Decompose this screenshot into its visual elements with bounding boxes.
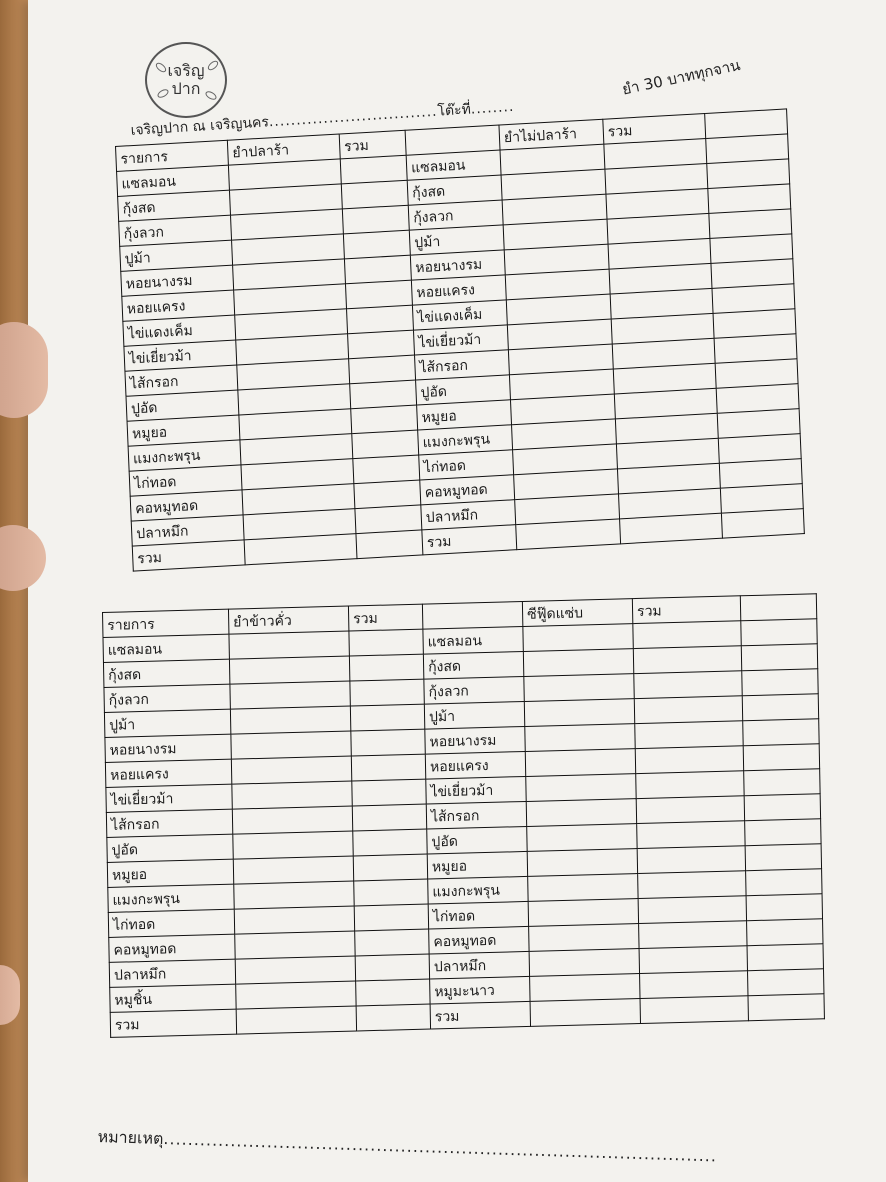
qty-cell[interactable] [523, 649, 633, 677]
blank-cell[interactable] [747, 919, 823, 946]
qty-cell[interactable] [529, 924, 639, 952]
total-cell[interactable] [356, 1004, 430, 1031]
total-cell[interactable] [638, 896, 746, 924]
blank-cell[interactable] [748, 994, 824, 1021]
total-cell[interactable] [633, 646, 741, 674]
item-name: ไข่เยี่ยวม้า [106, 784, 232, 812]
header-cell: รายการ [116, 140, 229, 171]
item-name: กุ้งสด [118, 190, 231, 221]
item-name: คอหมูทอด [429, 926, 529, 954]
item-name: ไส้กรอก [125, 365, 238, 396]
order-table-1 [115, 108, 805, 571]
item-name: แซลมอน [406, 150, 501, 180]
total-cell[interactable] [352, 779, 426, 806]
qty-cell[interactable] [230, 706, 350, 734]
header-cell: ซีฟู๊ดแซ่บ [522, 599, 632, 627]
item-name: ปูม้า [120, 240, 233, 271]
item-name: หอยนางรม [410, 250, 505, 280]
order-table-2 [102, 593, 825, 1038]
item-name: คอหมูทอด [109, 934, 235, 962]
item-name: หอยแครง [425, 751, 525, 779]
total-cell[interactable] [350, 704, 424, 731]
qty-cell[interactable] [236, 981, 356, 1009]
item-name: แซลมอน [103, 634, 229, 662]
total-cell[interactable] [637, 846, 745, 874]
total-cell[interactable] [349, 629, 423, 656]
remark-dots[interactable]: ........................................................................................... [163, 1129, 718, 1166]
item-name: หมูยอ [417, 400, 512, 430]
item-name: กุ้งสด [423, 651, 523, 679]
qty-cell[interactable] [232, 781, 352, 809]
item-name: หมูชิ้น [110, 984, 236, 1012]
qty-cell[interactable] [235, 956, 355, 984]
qty-cell[interactable] [230, 681, 350, 709]
item-name: ไก่ทอด [428, 901, 528, 929]
qty-cell[interactable] [234, 906, 354, 934]
total-cell[interactable] [354, 879, 428, 906]
item-name: ไข่แดงเค็ม [412, 300, 507, 330]
item-name: ปลาหมึก [429, 951, 529, 979]
total-cell[interactable] [351, 754, 425, 781]
total-cell[interactable] [354, 480, 421, 509]
qty-cell[interactable] [235, 931, 355, 959]
total-cell[interactable] [349, 355, 416, 384]
leaf-decoration [206, 59, 220, 72]
total-cell[interactable] [356, 530, 423, 559]
qty-cell[interactable] [530, 974, 640, 1002]
total-cell[interactable] [356, 979, 430, 1006]
qty-cell[interactable] [231, 731, 351, 759]
total-cell[interactable] [353, 854, 427, 881]
item-name: แมงกะพรุน [108, 884, 234, 912]
item-name: หอยแครง [411, 275, 506, 305]
qty-cell[interactable] [529, 949, 639, 977]
item-name: กุ้งลวก [104, 684, 230, 712]
blank-cell[interactable] [748, 969, 824, 996]
qty-cell[interactable] [229, 656, 349, 684]
header-cell: ยำปลาร้า [227, 134, 340, 165]
item-name: กุ้งลวก [408, 200, 503, 230]
blank-cell[interactable] [721, 509, 804, 539]
item-name: หมูยอ [107, 859, 233, 887]
qty-cell[interactable] [523, 624, 633, 652]
total-cell[interactable] [349, 654, 423, 681]
total-cell[interactable] [352, 430, 419, 459]
total-cell[interactable] [634, 671, 742, 699]
item-name: กุ้งลวก [119, 215, 232, 246]
item-name: ปูอัด [416, 375, 511, 405]
item-name: ปลาหมึก [109, 959, 235, 987]
item-name: หอยแครง [122, 290, 235, 321]
blank-cell[interactable] [745, 844, 821, 871]
item-name: ปูอัด [427, 826, 527, 854]
blank-cell[interactable] [741, 644, 817, 671]
item-name: แมงกะพรุน [418, 425, 513, 455]
item-name: แซลมอน [117, 165, 230, 196]
price-note: ยำ 30 บาททุกจาน [620, 55, 742, 99]
item-name: กุ้งสด [407, 175, 502, 205]
qty-cell[interactable] [232, 806, 352, 834]
item-name: ไข่เยี่ยวม้า [426, 776, 526, 804]
qty-cell[interactable] [526, 774, 636, 802]
item-name: ปูอัด [107, 834, 233, 862]
blank-cell[interactable] [746, 894, 822, 921]
total-cell[interactable] [635, 721, 743, 749]
qty-cell[interactable] [528, 899, 638, 927]
qty-cell[interactable] [527, 849, 637, 877]
total-cell[interactable] [347, 305, 414, 334]
leaf-decoration [154, 61, 168, 74]
item-name: ไข่เยี่ยวม้า [413, 325, 508, 355]
total-cell[interactable] [355, 929, 429, 956]
total-cell[interactable] [354, 904, 428, 931]
remark-label: หมายเหตุ [97, 1126, 164, 1149]
header-cell [740, 594, 816, 621]
total-cell[interactable] [350, 679, 424, 706]
total-cell[interactable] [348, 330, 415, 359]
blank-cell[interactable] [746, 869, 822, 896]
item-name: รวม [430, 1001, 530, 1029]
qty-cell[interactable] [234, 881, 354, 909]
qty-cell[interactable] [527, 824, 637, 852]
total-cell[interactable] [350, 380, 417, 409]
total-cell[interactable] [639, 946, 747, 974]
qty-cell[interactable] [231, 756, 351, 784]
total-cell[interactable] [633, 621, 741, 649]
total-cell[interactable] [353, 455, 420, 484]
qty-cell[interactable] [233, 856, 353, 884]
item-name: ไข่เยี่ยวม้า [124, 340, 237, 371]
item-name: หอยนางรม [425, 726, 525, 754]
total-cell[interactable] [343, 230, 410, 259]
item-name: หมูยอ [127, 415, 240, 446]
header-cell: รายการ [103, 609, 229, 637]
total-cell[interactable] [639, 921, 747, 949]
item-name: ปูม้า [104, 709, 230, 737]
total-cell[interactable] [351, 729, 425, 756]
blank-cell[interactable] [745, 819, 821, 846]
total-cell[interactable] [636, 771, 744, 799]
logo-text-line1: เจริญ [167, 61, 205, 80]
qty-cell[interactable] [229, 631, 349, 659]
item-name: รวม [132, 540, 245, 571]
total-cell[interactable] [355, 505, 422, 534]
item-name: กุ้งลวก [424, 676, 524, 704]
total-cell[interactable] [344, 255, 411, 284]
item-name: ปลาหมึก [421, 500, 516, 530]
leaf-decoration [156, 87, 170, 99]
logo-text-line2: ปาก [171, 79, 201, 98]
item-name: แซลมอน [423, 626, 523, 654]
total-cell[interactable] [640, 971, 748, 999]
item-name: หอยนางรม [105, 734, 231, 762]
item-name: หอยนางรม [121, 265, 234, 296]
total-cell[interactable] [638, 871, 746, 899]
qty-cell[interactable] [530, 999, 640, 1027]
header-cell: รวม [603, 114, 706, 145]
total-cell[interactable] [636, 796, 744, 824]
blank-cell[interactable] [747, 944, 823, 971]
header-cell: รวม [339, 130, 406, 159]
total-cell[interactable] [351, 405, 418, 434]
total-cell[interactable] [340, 155, 407, 184]
item-name: ไส้กรอก [106, 809, 232, 837]
total-cell[interactable] [345, 280, 412, 309]
item-name: ปลาหมึก [131, 515, 244, 546]
header-cell: รวม [632, 596, 740, 624]
item-name: รวม [110, 1009, 236, 1037]
item-name: ปูม้า [409, 225, 504, 255]
thumb [0, 322, 48, 418]
total-cell[interactable] [635, 746, 743, 774]
qty-cell[interactable] [233, 831, 353, 859]
restaurant-dots: ............................... [268, 103, 439, 131]
total-cell[interactable] [355, 954, 429, 981]
item-name: ปูอัด [126, 390, 239, 421]
item-name: ไก่ทอด [419, 450, 514, 480]
total-cell[interactable] [341, 180, 408, 209]
qty-cell[interactable] [525, 749, 635, 777]
item-name: ไส้กรอก [426, 801, 526, 829]
restaurant-name: เจริญปาก ณ เจริญนคร [130, 114, 270, 139]
item-name: หอยแครง [105, 759, 231, 787]
item-name: ปูม้า [424, 701, 524, 729]
qty-cell[interactable] [524, 674, 634, 702]
item-name: คอหมูทอด [420, 475, 515, 505]
item-name: ไก่ทอด [129, 465, 242, 496]
qty-cell[interactable] [524, 699, 634, 727]
blank-cell[interactable] [743, 719, 819, 746]
item-name: คอหมูทอด [130, 490, 243, 521]
total-cell[interactable] [640, 996, 748, 1024]
header-cell: รวม [348, 604, 422, 631]
blank-cell[interactable] [744, 794, 820, 821]
blank-cell[interactable] [744, 769, 820, 796]
table-number-label: โต๊ะที่ [437, 101, 472, 120]
item-name: ไก่ทอด [108, 909, 234, 937]
qty-cell[interactable] [236, 1006, 356, 1034]
item-name: ไข่แดงเค็ม [123, 315, 236, 346]
blank-cell[interactable] [742, 669, 818, 696]
header-cell: ยำข้าวคั่ว [228, 606, 348, 634]
blank-cell[interactable] [742, 694, 818, 721]
header-cell [422, 601, 522, 629]
total-cell[interactable] [342, 205, 409, 234]
item-name: หมูยอ [427, 851, 527, 879]
qty-cell[interactable] [516, 519, 621, 550]
table-number-dots: ........ [470, 98, 515, 118]
restaurant-logo [145, 42, 227, 118]
total-cell[interactable] [353, 829, 427, 856]
item-name: แมงกะพรุน [128, 440, 241, 471]
item-name: แมงกะพรุน [428, 876, 528, 904]
total-cell[interactable] [634, 696, 742, 724]
blank-cell[interactable] [743, 744, 819, 771]
qty-cell[interactable] [528, 874, 638, 902]
total-cell[interactable] [352, 804, 426, 831]
total-cell[interactable] [637, 821, 745, 849]
header-cell: ยำไม่ปลาร้า [499, 119, 604, 150]
qty-cell[interactable] [526, 799, 636, 827]
qty-cell[interactable] [525, 724, 635, 752]
item-name: หมูมะนาว [430, 976, 530, 1004]
item-name: ไส้กรอก [415, 350, 510, 380]
item-name: กุ้งสด [103, 659, 229, 687]
blank-cell[interactable] [741, 619, 817, 646]
leaf-decoration [204, 89, 218, 101]
item-name: รวม [422, 525, 517, 555]
total-cell[interactable] [620, 513, 723, 544]
